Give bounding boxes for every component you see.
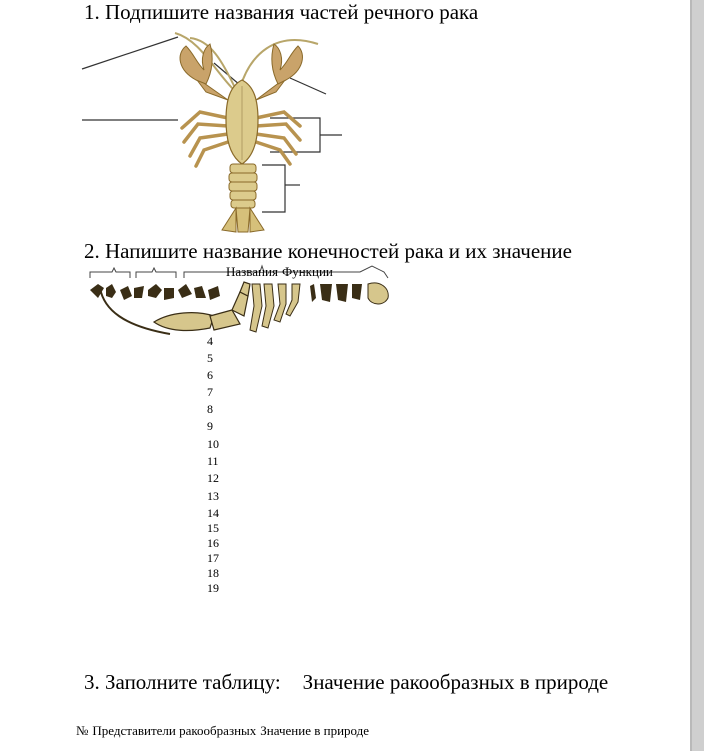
tail-fan — [222, 208, 264, 232]
row-number: 10 — [207, 437, 219, 451]
mouth-appendages — [90, 284, 220, 300]
question-1-title: 1. Подпишите названия частей речного рака — [84, 0, 479, 24]
row-number: 13 — [207, 489, 219, 503]
row-number: 6 — [207, 368, 213, 382]
col-meaning: Значение в природе — [260, 723, 370, 738]
row-number: 17 — [207, 551, 219, 565]
walking-leg-limbs — [250, 284, 300, 332]
crustacean-table-header — [76, 723, 369, 738]
uropod-limb — [368, 283, 388, 304]
col-functions: Функции — [281, 264, 333, 279]
row-number: 16 — [207, 536, 219, 550]
crayfish-figure — [0, 0, 704, 240]
row-number: 5 — [207, 351, 213, 365]
row-number: 9 — [207, 419, 213, 433]
abdomen — [229, 164, 257, 208]
limbs-table-header — [226, 264, 333, 279]
row-number: 11 — [207, 454, 219, 468]
swimmeret-limbs — [310, 284, 362, 302]
question-3-title — [84, 670, 608, 694]
question-3-table-title: Значение ракообразных в природе — [302, 670, 609, 694]
limbs-figure — [0, 262, 704, 342]
col-number: № — [76, 723, 89, 738]
row-number: 12 — [207, 471, 219, 485]
row-number: 19 — [207, 581, 219, 595]
row-number: 14 — [207, 506, 219, 520]
row-number: 15 — [207, 521, 219, 535]
question-2-title: 2. Напишите название конечностей рака и их значение — [84, 239, 572, 263]
col-names: Названия — [226, 264, 278, 279]
row-number: 4 — [207, 334, 213, 348]
row-number: 8 — [207, 402, 213, 416]
question-3-lead: 3. Заполните таблицу: — [84, 670, 281, 694]
col-representatives: Представители ракообразных — [92, 723, 257, 738]
row-number: 7 — [207, 385, 213, 399]
row-number: 18 — [207, 566, 219, 580]
